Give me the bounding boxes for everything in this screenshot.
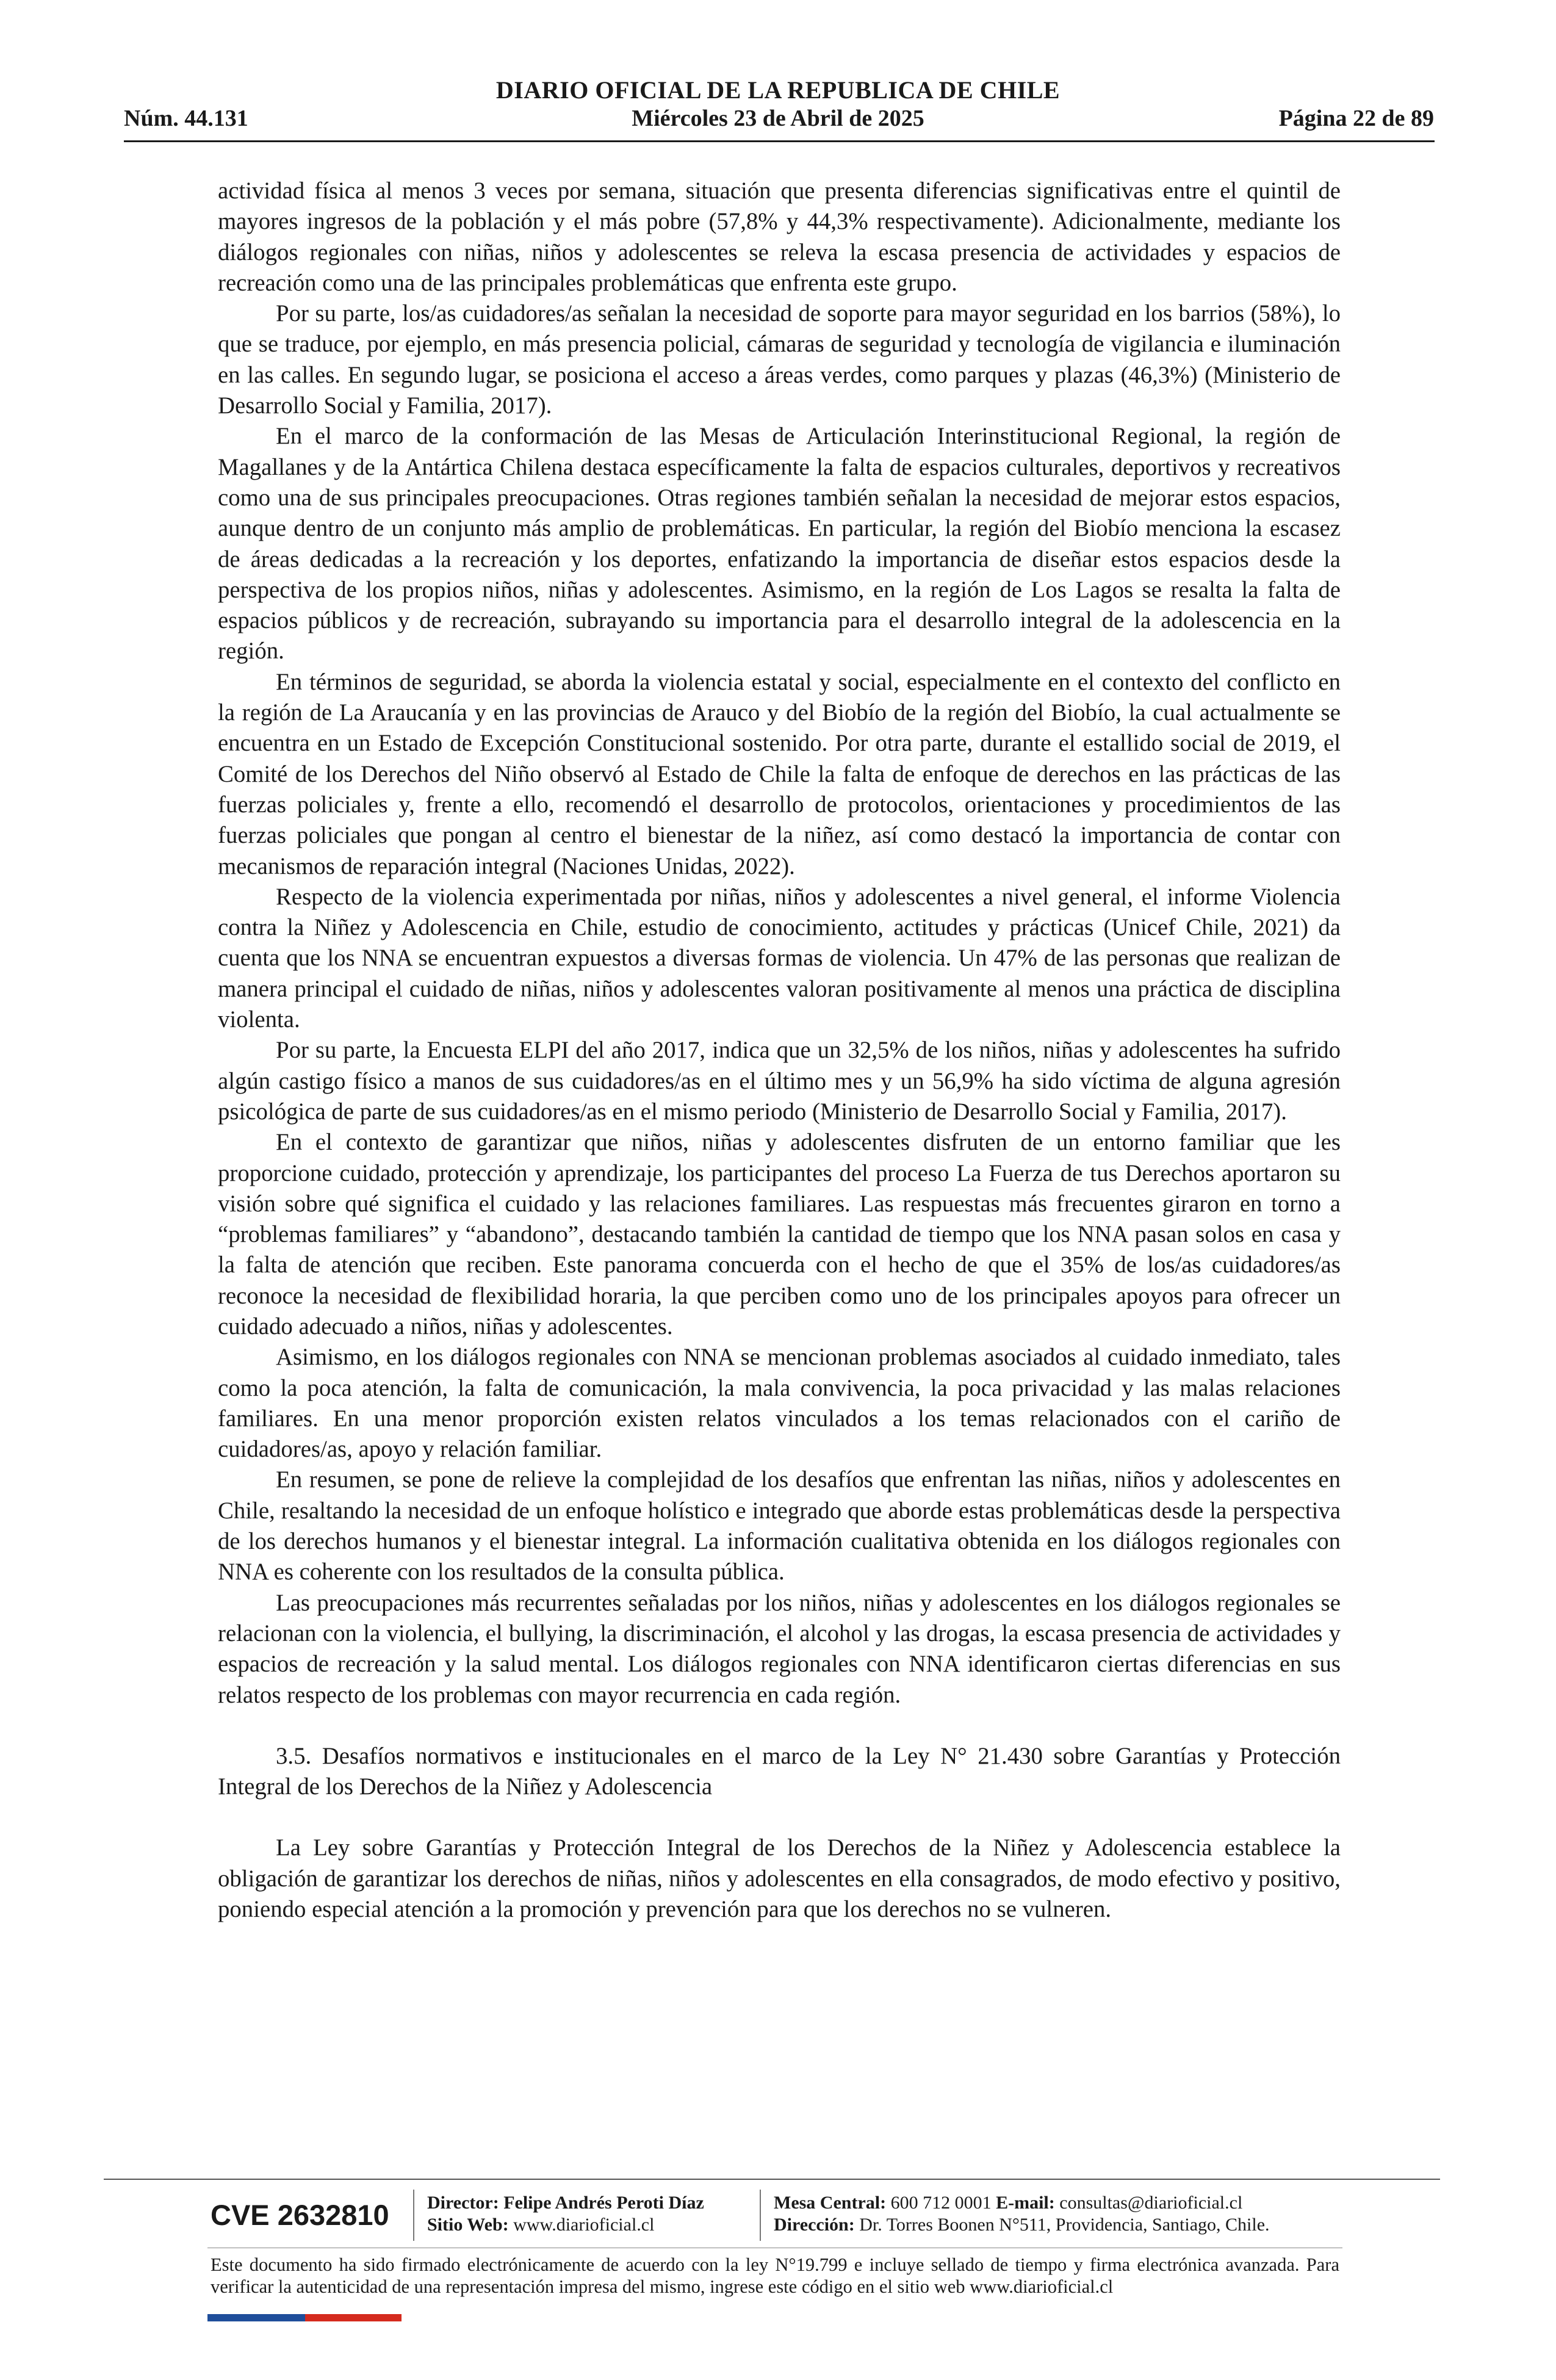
flag-stripe-blue — [207, 2314, 305, 2321]
paragraph: Respecto de la violencia experimentada por niñas, niños y adolescentes a nivel general, el informe Violencia contra la Niñez y Adolescencia en Chile, estudio de conocimiento, actitudes y prácticas (Unicef Chile, 2021) da cuenta que los NNA se encuentran expuestos a diversas formas de violencia. Un 47% de las personas que realizan de manera principal el cuidado de niñas, niños y adolescentes valoran positivamente al menos una práctica de disciplina violenta. — [218, 883, 1341, 1033]
address-text: Dr. Torres Boonen N°511, Providencia, Santiago, Chile. — [859, 2215, 1270, 2235]
address-label: Dirección: — [774, 2215, 855, 2235]
legal-notice: Este documento ha sido firmado electrónicamente de acuerdo con la ley N°19.799 e incluye sellado de tiempo y firma electrónica avanzada. Para verificar la autenticidad de una representación impresa del mismo, ingrese este código en el sitio web www.diarioficial.cl — [211, 2254, 1339, 2297]
article-body — [218, 176, 1341, 1925]
paragraph: actividad física al menos 3 veces por semana, situación que presenta diferencias significativas entre el quintil de mayores ingresos de la población y el más pobre (57,8% y 44,3% respectivamente). Adicionalmente, mediante los diálogos regionales con niñas, niños y adolescentes se releva la escasa presencia de actividades y espacios de recreación como una de las principales problemáticas que enfrenta este grupo. — [218, 178, 1341, 296]
director-name: Felipe Andrés Peroti Díaz — [503, 2193, 704, 2213]
email-label: E-mail: — [996, 2193, 1055, 2213]
cve-code: CVE 2632810 — [211, 2199, 389, 2231]
email-link[interactable]: consultas@diarioficial.cl — [1059, 2193, 1243, 2213]
paragraph: En resumen, se pone de relieve la complejidad de los desafíos que enfrentan las niñas, niños y adolescentes en Chile, resaltando la necesidad de un enfoque holístico e integrado que aborde estas problemáticas desde la perspectiva de los derechos humanos y el bienestar integral. La información cualitativa obtenida en los diálogos regionales con NNA es coherente con los resultados de la consulta pública. — [218, 1466, 1341, 1585]
director-label: Director: — [427, 2193, 499, 2213]
paragraph: En términos de seguridad, se aborda la violencia estatal y social, especialmente en el contexto del conflicto en la región de La Araucanía y en las provincias de Arauco y del Biobío de la región del Biobío, la cual actualmente se encuentra en un Estado de Excepción Constitucional sostenido. Por otra parte, durante el estallido social de 2019, el Comité de los Derechos del Niño observó al Estado de Chile la falta de enfoque de derechos en las prácticas de las fuerzas policiales y, frente a ello, recomendó el desarrollo de protocolos, orientaciones y procedimientos de las fuerzas policiales que pongan al centro el bienestar de la niñez, así como destacó la importancia de contar con mecanismos de reparación integral (Naciones Unidas, 2022). — [218, 668, 1341, 879]
website-line — [427, 2214, 654, 2236]
footer-separator — [413, 2190, 414, 2241]
paragraph: La Ley sobre Garantías y Protección Integral de los Derechos de la Niñez y Adolescencia establece la obligación de garantizar los derechos de niñas, niños y adolescentes en ella consagrados, de modo efectivo y positivo, poniendo especial atención a la promoción y prevención para que los derechos no se vulneren. — [218, 1834, 1341, 1923]
director-line — [427, 2192, 704, 2214]
phone-label: Mesa Central: — [774, 2193, 887, 2213]
paragraph: Las preocupaciones más recurrentes señaladas por los niños, niñas y adolescentes en los diálogos regionales se relacionan con la violencia, el bullying, la discriminación, el alcohol y las drogas, la escasa presencia de actividades y espacios de recreación y la salud mental. Los diálogos regionales con NNA identificaron ciertas diferencias en sus relatos respecto de los problemas con mayor recurrencia en cada región. — [218, 1589, 1341, 1708]
paragraph: En el contexto de garantizar que niños, niñas y adolescentes disfruten de un entorno familiar que les proporcione cuidado, protección y aprendizaje, los participantes del proceso La Fuerza de tus Derechos aportaron su visión sobre qué significa el cuidado y las relaciones familiares. Las respuestas más frecuentes giraron en torno a “problemas familiares” y “abandono”, destacando también la cantidad de tiempo que los NNA pasan solos en casa y la falta de atención que reciben. Este panorama concuerda con el hecho de que el 35% de los/as cuidadores/as reconoce la necesidad de flexibilidad horaria, la que perciben como uno de los principales apoyos para ofrecer un cuidado adecuado a niños, niñas y adolescentes. — [218, 1129, 1341, 1340]
paragraph: Por su parte, los/as cuidadores/as señalan la necesidad de soporte para mayor seguridad en los barrios (58%), lo que se traduce, por ejemplo, en más presencia policial, cámaras de seguridad y tecnología de vigilancia e iluminación en las calles. En segundo lugar, se posiciona el acceso a áreas verdes, como parques y plazas (46,3%) (Ministerio de Desarrollo Social y Familia, 2017). — [218, 300, 1341, 419]
paragraph: Asimismo, en los diálogos regionales con NNA se mencionan problemas asociados al cuidado inmediato, tales como la poca atención, la falta de comunicación, la mala convivencia, la poca privacidad y las malas relaciones familiares. En una menor proporción existen relatos vinculados a los temas relacionados con el cariño de cuidadores/as, apoyo y relación familiar. — [218, 1344, 1341, 1463]
footer-divider — [104, 2179, 1440, 2180]
header-divider — [124, 140, 1435, 142]
contact-line — [774, 2192, 1242, 2214]
phone-number: 600 712 0001 — [890, 2193, 992, 2213]
publication-date: Miércoles 23 de Abril de 2025 — [632, 106, 924, 131]
issue-number: Núm. 44.131 — [124, 106, 248, 131]
paragraph: En el marco de la conformación de las Mesas de Articulación Interinstitucional Regional, la región de Magallanes y de la Antártica Chilena destaca específicamente la falta de espacios culturales, deportivos y recreativos como una de sus principales preocupaciones. Otras regiones también señalan la necesidad de mejorar estos espacios, aunque dentro de un conjunto más amplio de problemáticas. En particular, la región del Biobío menciona la escasez de áreas dedicadas a la recreación y los deportes, enfatizando la importancia de diseñar estos espacios desde la perspectiva de los propios niños, niñas y adolescentes. Asimismo, en la región de Los Lagos se resalta la falta de espacios públicos y de recreación, subrayando su importancia para el desarrollo integral de la adolescencia en la región. — [218, 423, 1341, 665]
newspaper-title: DIARIO OFICIAL DE LA REPUBLICA DE CHILE — [495, 76, 1061, 104]
page-number: Página 22 de 89 — [1278, 106, 1434, 131]
address-line — [774, 2214, 1270, 2236]
footer-separator — [760, 2190, 761, 2241]
section-heading: 3.5. Desafíos normativos e institucionales en el marco de la Ley N° 21.430 sobre Garantías y Protección Integral de los Derechos de la Niñez y Adolescencia — [218, 1742, 1341, 1800]
website-link[interactable]: www.diarioficial.cl — [513, 2215, 655, 2235]
paragraph: Por su parte, la Encuesta ELPI del año 2017, indica que un 32,5% de los niños, niñas y adolescentes ha sufrido algún castigo físico a manos de sus cuidadores/as en el último mes y un 56,9% ha sido víctima de alguna agresión psicológica de parte de sus cuidadores/as en el mismo periodo (Ministerio de Desarrollo Social y Familia, 2017). — [218, 1037, 1341, 1125]
flag-stripe-red — [305, 2314, 402, 2321]
website-label: Sitio Web: — [427, 2215, 509, 2235]
